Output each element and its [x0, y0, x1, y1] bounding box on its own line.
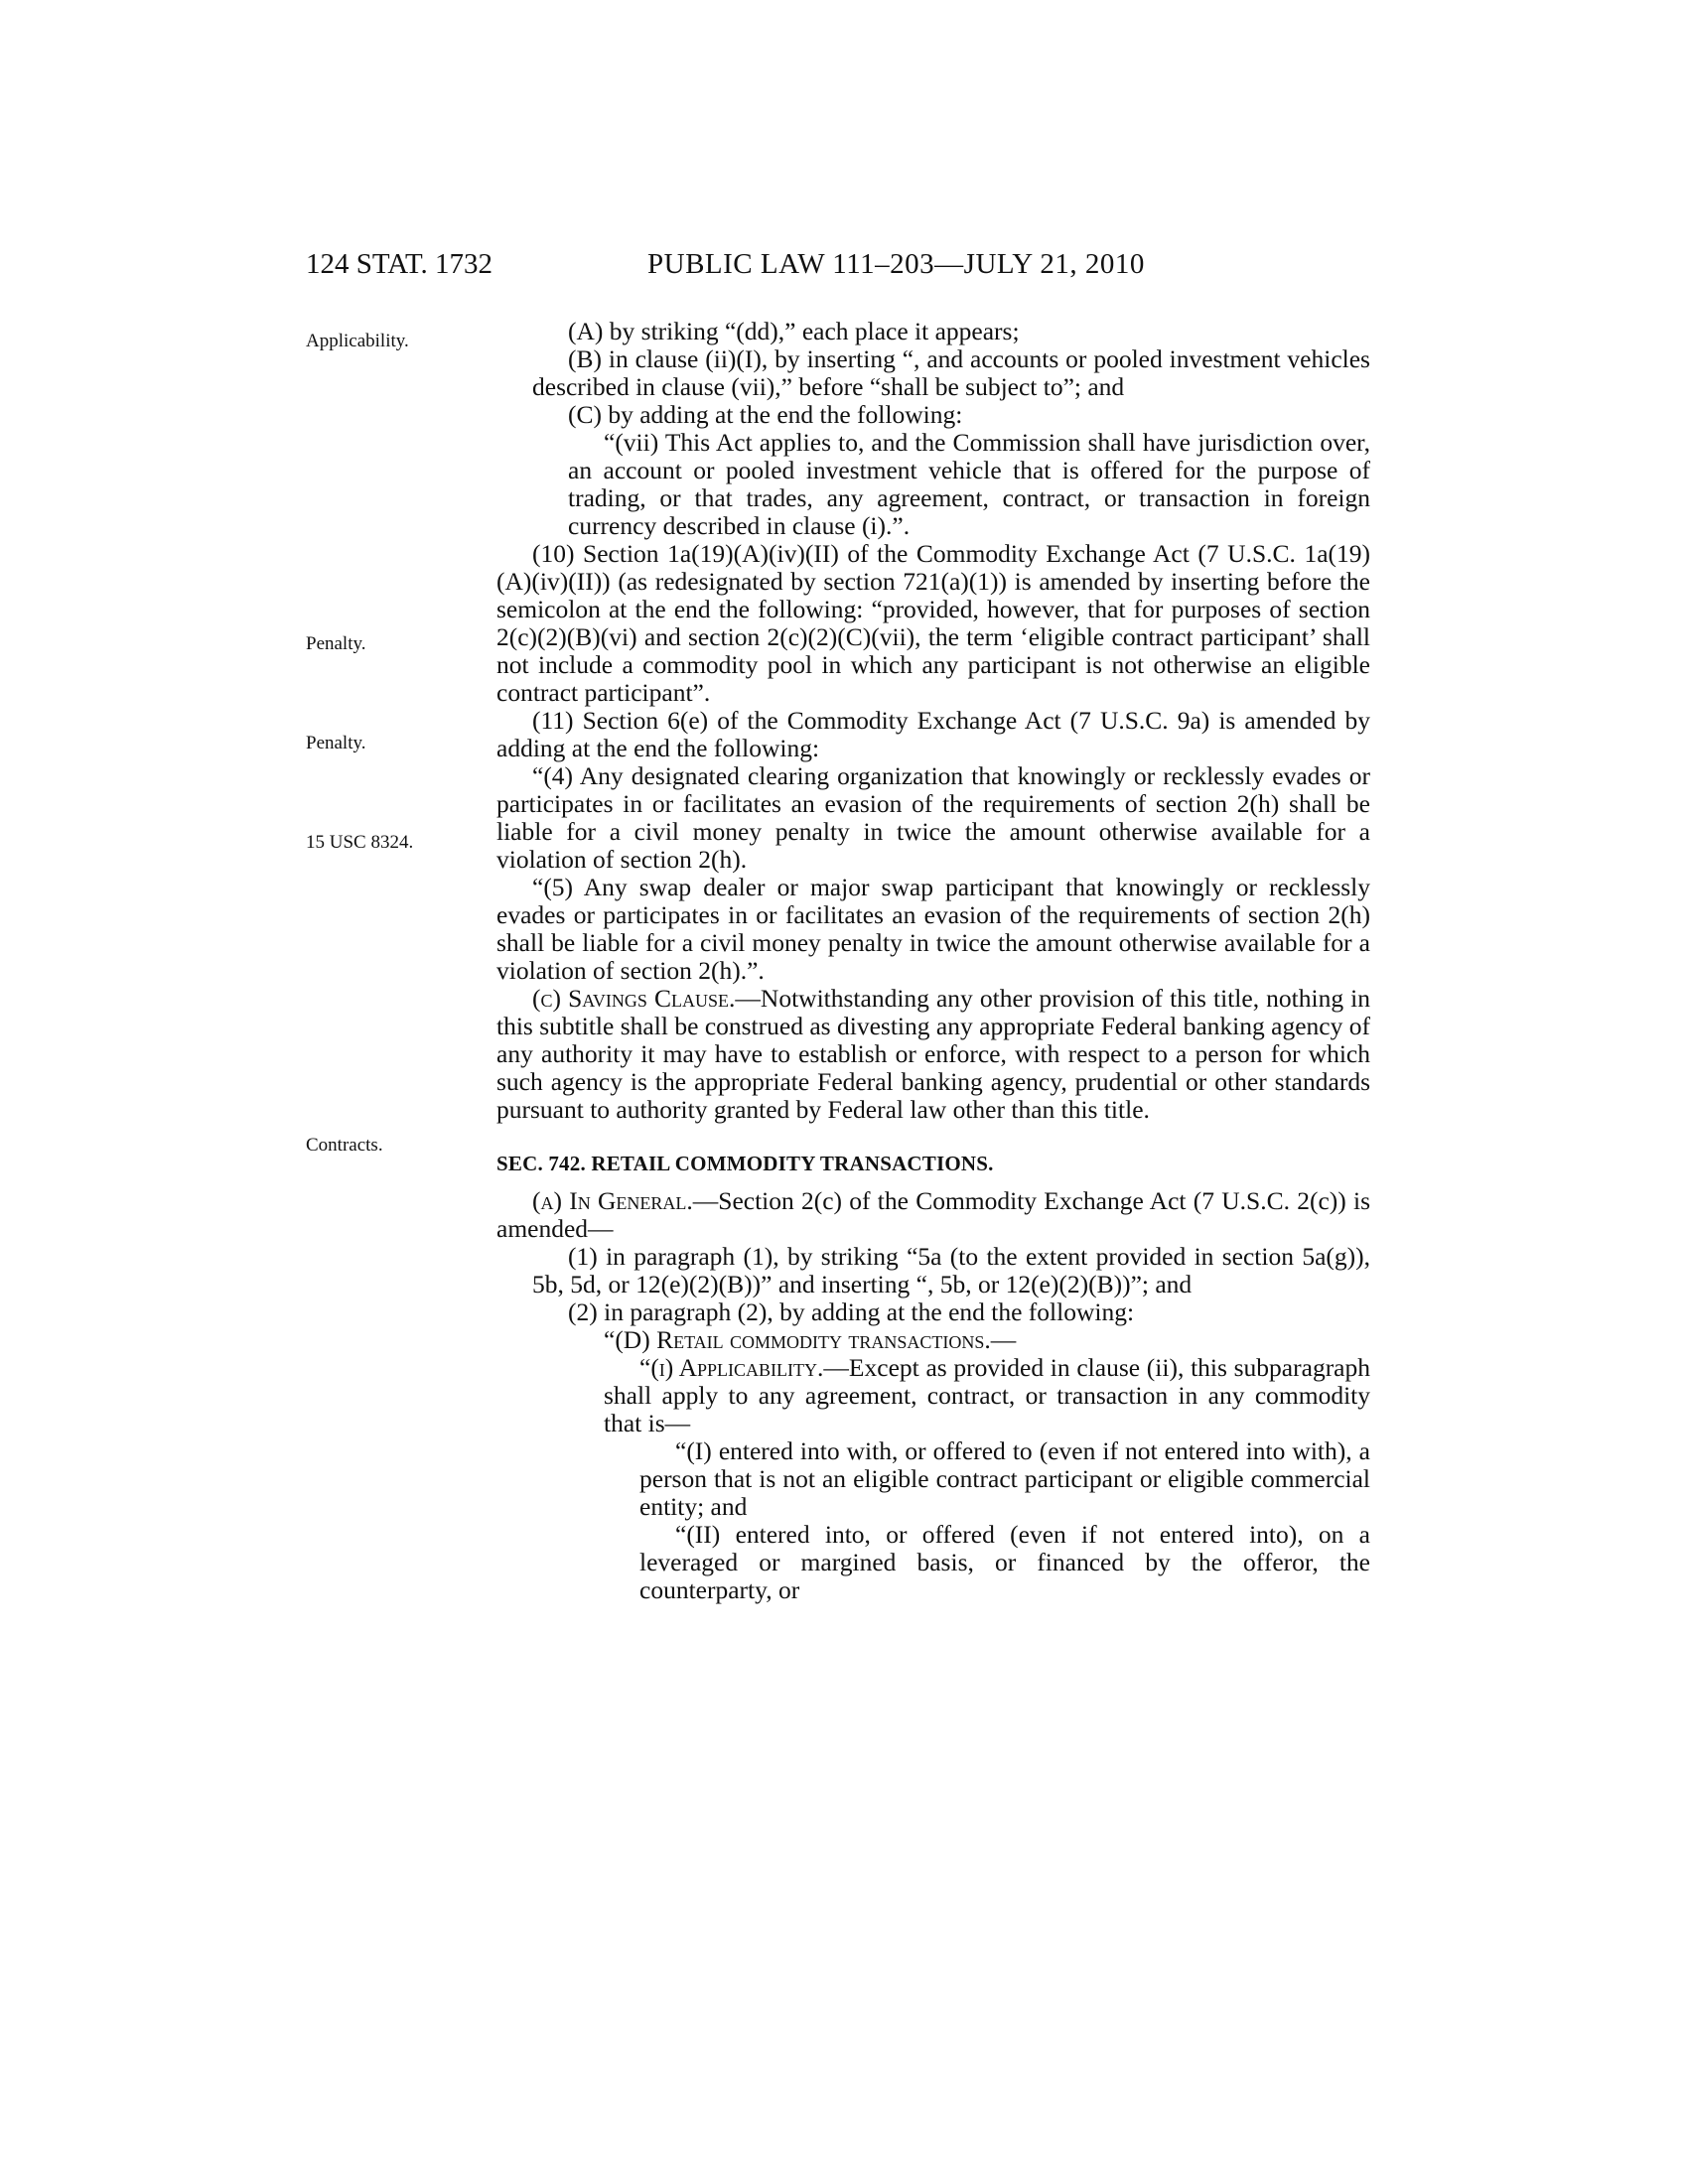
- paragraph-11: (11) Section 6(e) of the Commodity Exchange Act (7 U.S.C. 9a) is amended by adding at the end the following:: [496, 706, 1370, 762]
- in-general-paragraph: [496, 1187, 1370, 1243]
- running-title: PUBLIC LAW 111–203—JULY 21, 2010: [647, 248, 1145, 280]
- paragraph-10: (10) Section 1a(19)(A)(iv)(II) of the Commodity Exchange Act (7 U.S.C. 1a(19)(A)(iv)(II)) (as redesignated by section 721(a)(1)) is amended by inserting before the semicolon at the end the following: “provided, however, that for purposes of section 2(c)(2)(B)(vi) and section 2(c)(2)(C)(vii), the term ‘eligible contract participant’ shall not include a commodity pool in which any participant is not otherwise an eligible contract participant”.: [496, 539, 1370, 707]
- clause-c-paragraph: (C) by adding at the end the following:: [568, 400, 963, 429]
- quoted-paragraph-4: “(4) Any designated clearing organization that knowingly or recklessly evades or participates in or facilitates an evasion of the requirements of section 2(h) shall be liable for a civil money penalty in twice the amount otherwise available for a violation of section 2(h).: [496, 761, 1370, 874]
- quoted-paragraph-5: “(5) Any swap dealer or major swap participant that knowingly or recklessly evades or participates in or facilitates an evasion of the requirements of section 2(h) shall be liable for a civil money penalty in twice the amount otherwise available for a violation of section 2(h).”.: [496, 873, 1370, 985]
- paragraph-1-amendment: (1) in paragraph (1), by striking “5a (to the extent provided in section 5a(g)), 5b, 5d, or 12(e)(2)(B))” and inserting “, 5b, or 12(e)(2)(B))”; and: [532, 1242, 1370, 1298]
- savings-clause-label: (c) Savings Clause.: [532, 984, 736, 1013]
- in-general-text: —Section 2(c) of the Commodity Exchange Act (7 U.S.C. 2(c)) is amended—: [496, 1186, 1370, 1243]
- section-heading: SEC. 742. RETAIL COMMODITY TRANSACTIONS.: [496, 1152, 994, 1175]
- applicability-label: “(i) Applicability.: [639, 1353, 824, 1382]
- clause-a-paragraph: (A) by striking “(dd),” each place it appears;: [568, 317, 1020, 345]
- margin-note-applicability: Applicability.: [306, 331, 409, 351]
- savings-clause-text: —Notwithstanding any other provision of this title, nothing in this subtitle shall be construed as divesting any appropriate Federal banking agency of any authority it may have to establish or enforce, with respect to a person for which such agency is the appropriate Federal banking agency, prudential or other standards pursuant to authority granted by Federal law other than this title.: [496, 984, 1370, 1124]
- body-text: [496, 318, 1370, 1604]
- in-general-label: (a) In General.: [532, 1186, 693, 1215]
- margin-notes: [306, 0, 485, 2184]
- page-header: [0, 248, 1688, 288]
- applicability-paragraph: [496, 1354, 1370, 1437]
- subparagraph-d-dash: —: [990, 1325, 1017, 1354]
- margin-note-penalty: Penalty.: [306, 633, 366, 654]
- savings-clause-paragraph: [496, 985, 1370, 1124]
- paragraph-2-amendment: (2) in paragraph (2), by adding at the end the following:: [568, 1297, 1135, 1326]
- margin-note-penalty-2: Penalty.: [306, 733, 366, 753]
- clause-vii-paragraph: “(vii) This Act applies to, and the Commission shall have jurisdiction over, an account or pooled investment vehicle that is offered for the purpose of trading, or that trades, any agreement, contract, or transaction in foreign currency described in clause (i).”.: [568, 428, 1370, 540]
- margin-note-usc: 15 USC 8324.: [306, 832, 414, 853]
- subparagraph-d-label: “(D) Retail commodity transactions.: [604, 1325, 991, 1354]
- applicability-text: —Except as provided in clause (ii), this subparagraph shall apply to any agreement, contract, or transaction in any commodity that is—: [604, 1353, 1370, 1437]
- subparagraph-d-heading: [496, 1326, 1370, 1354]
- clause-b-paragraph: (B) in clause (ii)(I), by inserting “, and accounts or pooled investment vehicles described in clause (vii),” before “shall be subject to”; and: [532, 344, 1370, 401]
- subclause-ii-paragraph: “(II) entered into, or offered (even if not entered into), on a leveraged or margined basis, or financed by the offeror, the counterparty, or: [639, 1520, 1370, 1604]
- margin-note-contracts: Contracts.: [306, 1135, 383, 1156]
- statute-page-number: 124 STAT. 1732: [306, 248, 493, 280]
- subclause-i-paragraph: “(I) entered into with, or offered to (even if not entered into with), a person that is not an eligible contract participant or eligible commercial entity; and: [639, 1436, 1370, 1521]
